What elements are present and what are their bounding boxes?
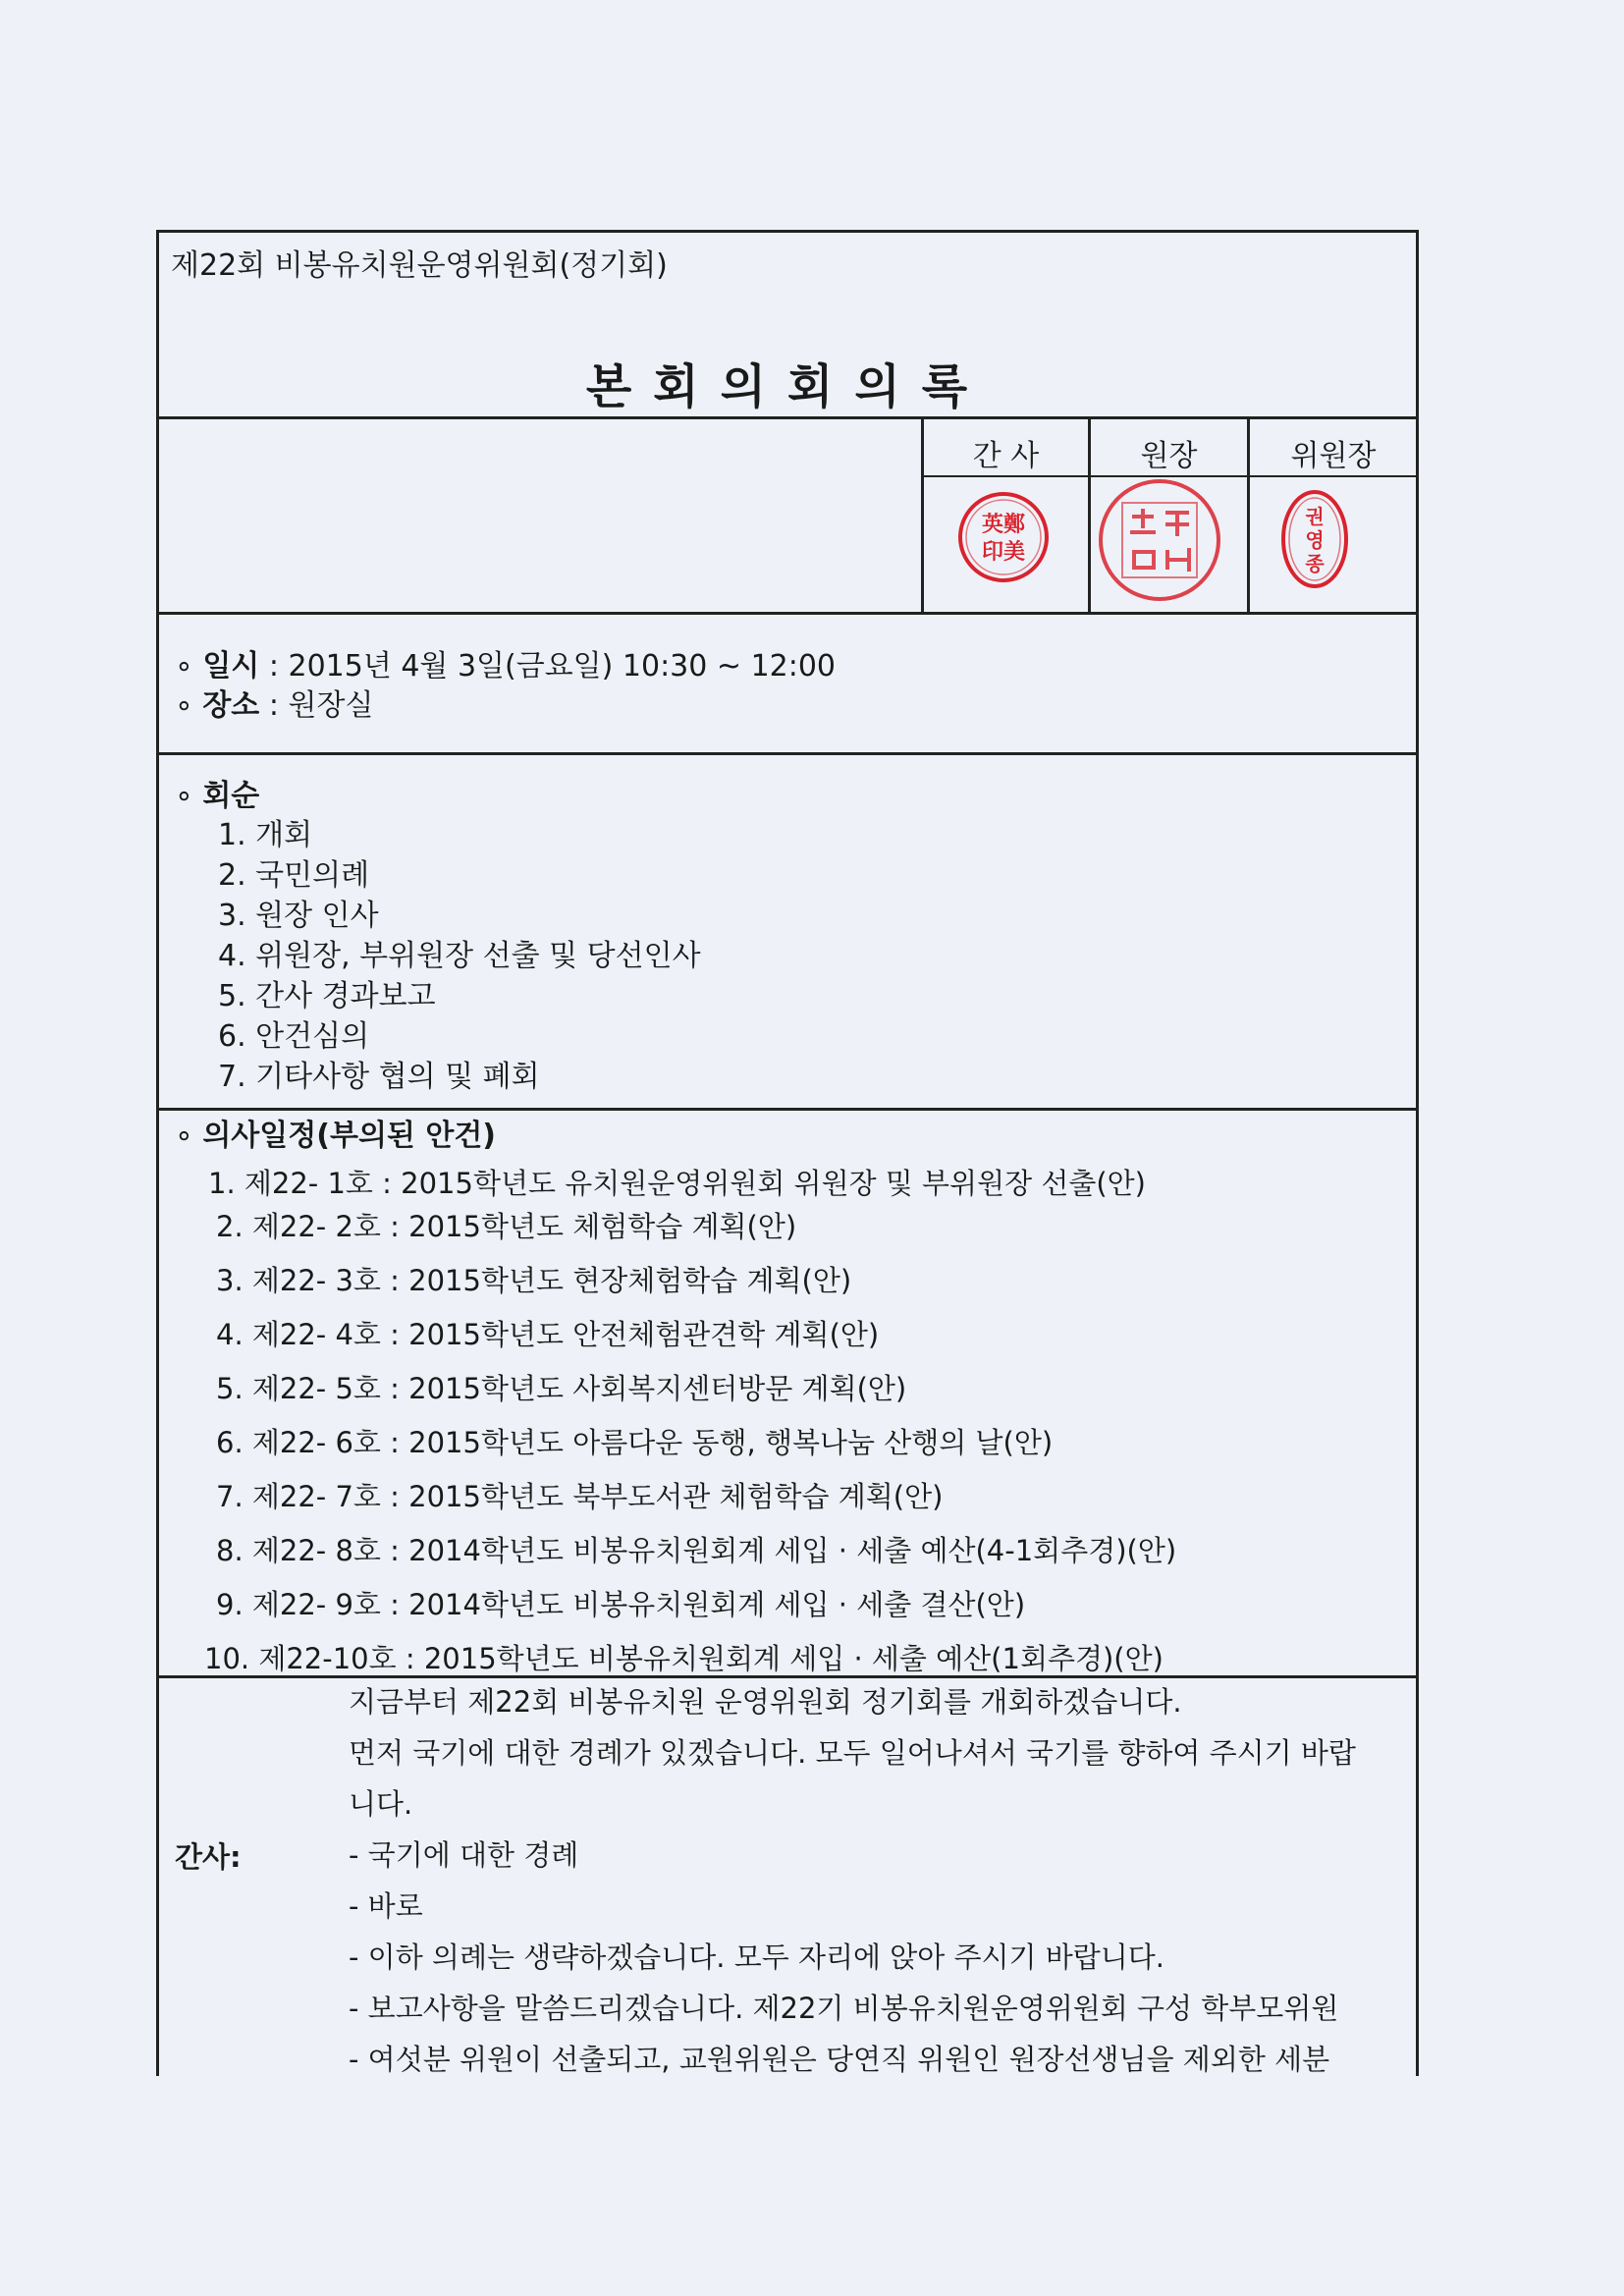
minutes-line: - 여섯분 위원이 선출되고, 교원위원은 당연직 위원인 원장선생님을 제외한 세분	[349, 2043, 1330, 2076]
seal-icon	[956, 490, 1051, 584]
agenda-item: 3. 제22- 3호 : 2015학년도 현장체험학습 계획(안)	[216, 1264, 852, 1297]
svg-text:印美: 印美	[981, 539, 1026, 565]
agenda-item: 4. 제22- 4호 : 2015학년도 안전체험관견학 계획(안)	[216, 1318, 880, 1351]
agenda-item: 2. 제22- 2호 : 2015학년도 체험학습 계획(안)	[216, 1210, 797, 1243]
agenda-item: 6. 제22- 6호 : 2015학년도 아름다운 동행, 행복나눔 산행의 날(안)	[216, 1426, 1054, 1459]
order-label: 회순	[202, 779, 260, 813]
minutes-line: - 국기에 대한 경례	[349, 1838, 579, 1872]
minutes-line: 니다.	[349, 1787, 413, 1821]
agenda-label: 의사일정(부의된 안건)	[202, 1119, 497, 1153]
divider	[159, 612, 1416, 615]
svg-text:영: 영	[1305, 528, 1325, 552]
bullet-icon: ∘	[175, 779, 203, 813]
svg-text:권: 권	[1305, 505, 1325, 528]
bullet-icon: ∘	[175, 1119, 203, 1153]
approval-label-secretary: 간 사	[972, 439, 1040, 473]
minutes-line: 먼저 국기에 대한 경례가 있겠습니다. 모두 일어나셔서 국기를 향하여 주시기 바랍	[349, 1736, 1356, 1770]
bullet-icon: ∘	[175, 649, 203, 683]
divider	[159, 416, 1416, 419]
speaker-label: 간사:	[175, 1840, 242, 1874]
seal-icon	[1097, 473, 1222, 606]
list-item: 6. 안건심의	[218, 1019, 370, 1054]
divider	[159, 1675, 1416, 1678]
meeting-place: ∘ 장소 : 원장실	[175, 688, 374, 723]
list-item: 2. 국민의례	[218, 858, 370, 893]
list-item: 3. 원장 인사	[218, 899, 379, 933]
meeting-date: ∘ 일시 : 2015년 4월 3일(금요일) 10:30 ~ 12:00	[175, 649, 837, 683]
agenda-item: 7. 제22- 7호 : 2015학년도 북부도서관 체험학습 계획(안)	[216, 1480, 944, 1513]
bullet-icon: ∘	[175, 688, 203, 723]
agenda-item: 9. 제22- 9호 : 2014학년도 비봉유치원회계 세입 · 세출 결산(안)	[216, 1588, 1026, 1621]
minutes-line: 지금부터 제22회 비봉유치원 운영위원회 정기회를 개회하겠습니다.	[349, 1685, 1182, 1719]
svg-text:英鄭: 英鄭	[981, 512, 1026, 537]
seal-icon	[1279, 488, 1350, 590]
list-item: 1. 개회	[218, 818, 313, 852]
date-value: 2015년 4월 3일(금요일) 10:30 ~ 12:00	[288, 649, 837, 683]
minutes-form	[156, 230, 1419, 2076]
minutes-line: - 보고사항을 말씀드리겠습니다. 제22기 비봉유치원운영위원회 구성 학부모위원	[349, 1992, 1339, 2025]
minutes-line: - 바로	[349, 1889, 423, 1923]
agenda-item: 1. 제22- 1호 : 2015학년도 유치원운영위원회 위원장 및 부위원장 선출(안)	[208, 1167, 1146, 1200]
divider	[159, 752, 1416, 755]
date-label: 일시	[202, 649, 260, 683]
approval-label-director: 원장	[1140, 439, 1198, 473]
list-item: 5. 간사 경과보고	[218, 979, 436, 1013]
agenda-heading	[175, 1111, 496, 1154]
agenda-item: 5. 제22- 5호 : 2015학년도 사회복지센터방문 계획(안)	[216, 1372, 907, 1405]
agenda-item: 8. 제22- 8호 : 2014학년도 비봉유치원회계 세입 · 세출 예산(4-1회추경)(안)	[216, 1534, 1177, 1567]
place-label: 장소	[202, 688, 260, 723]
minutes-line: - 이하 의례는 생략하겠습니다. 모두 자리에 앉아 주시기 바랍니다.	[349, 1941, 1165, 1974]
place-value: 원장실	[288, 688, 374, 723]
document-title: 본회의회의록	[585, 359, 990, 414]
agenda-item: 10. 제22-10호 : 2015학년도 비봉유치원회계 세입 · 세출 예산(1회추경)(안)	[204, 1642, 1164, 1675]
approval-label-chair: 위원장	[1290, 439, 1377, 473]
list-item: 4. 위원장, 부위원장 선출 및 당선인사	[218, 939, 701, 973]
organization-line: 제22회 비봉유치원운영위원회(정기회)	[171, 248, 668, 283]
svg-text:종: 종	[1305, 552, 1325, 575]
order-heading	[175, 771, 259, 814]
list-item: 7. 기타사항 협의 및 폐회	[218, 1060, 540, 1094]
